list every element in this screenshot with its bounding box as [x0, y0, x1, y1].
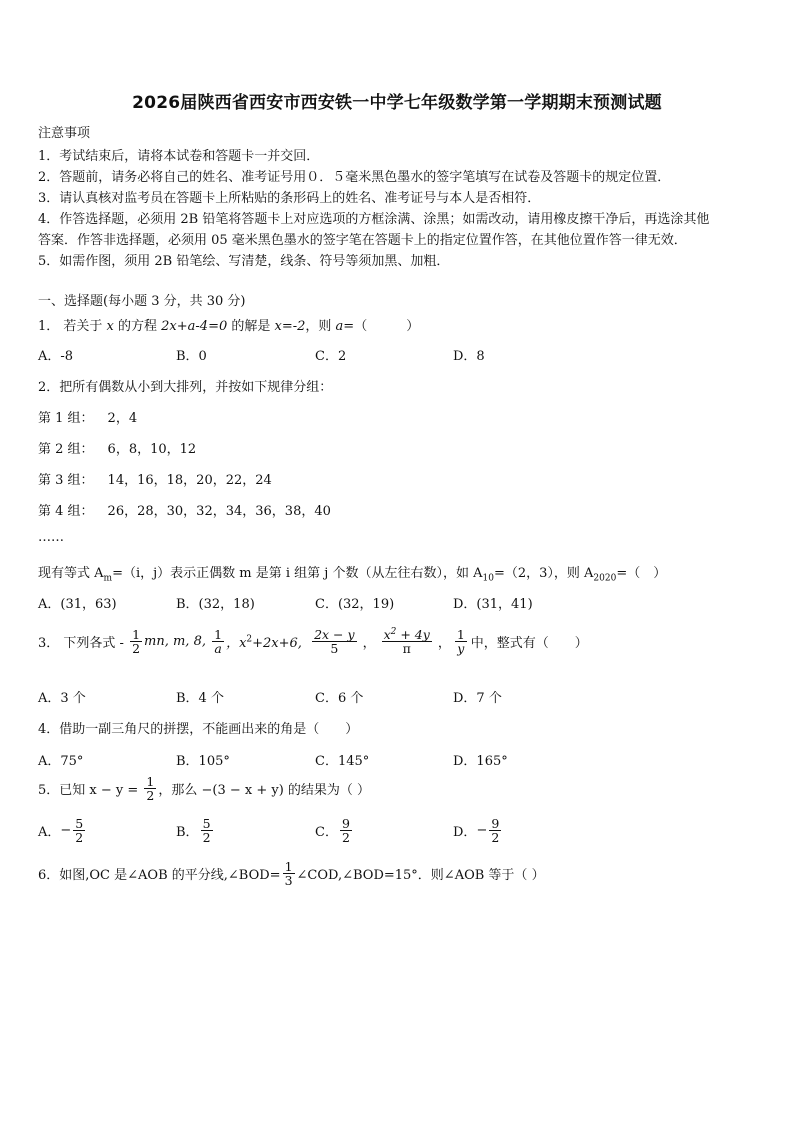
note-item: 1．考试结束后，请将本试卷和答题卡一并交回． — [38, 149, 320, 164]
option-a: A．-8 — [38, 349, 74, 364]
option-b: B．4 个 — [176, 691, 224, 706]
option-c: C．145° — [315, 754, 370, 769]
question-2-statement: 现有等式 $A_m=(i$，j）表示正偶数 m 是第 i 组第 j 个数（从左往右数），如 $A_{10}=(2$，3），则 $A_{2020}=$（ ） — [38, 566, 667, 584]
note-item: 4．作答选择题，必须用 2B 铅笔将答题卡上对应选项的方框涂满、涂黑；如需改动，请用橡皮擦干净后，再选涂其他 — [38, 212, 710, 227]
question-3-stem: 3． 下列各式 - $\frac{1}{2}$ mn, m, 8, $\frac{1}{a}$ ，$x^2+2x+6$, $\frac{2x - y}{5}$ ， $\frac{x^2 + 4y}{\pi}$ ， $\frac{1}{y}$ 中，整式有（ ） — [38, 626, 588, 657]
question-1-stem: 1． 若关于 x 的方程 2x+a-4=0 的解是 x=-2，则 a=（ ） — [38, 319, 420, 334]
fraction: $\frac{2x - y}{5}$ — [314, 627, 355, 657]
option-b: B． $\frac{5}{2}$ — [176, 816, 211, 846]
question-5-stem: 5．已知 x − y = $\frac{1}{2}$ ，那么 −(3 − x + y) 的结果为（ ） — [38, 774, 371, 804]
option-b: B．105° — [176, 754, 230, 769]
ellipsis: …… — [38, 530, 64, 545]
option-a: A．3 个 — [38, 691, 86, 706]
option-a: A．75° — [38, 754, 84, 769]
option-c: C．(32，19) — [315, 597, 395, 612]
group-row: 第 4 组： 26，28，30，32，34，36，38，40 — [38, 504, 331, 519]
option-a: A．(31，63) — [38, 597, 117, 612]
option-d: D．− $\frac{9}{2}$ — [453, 816, 500, 846]
option-d: D．165° — [453, 754, 508, 769]
option-c: C． $\frac{9}{2}$ — [315, 816, 350, 846]
fraction: $\frac{1}{2}$ — [146, 774, 155, 804]
fraction: $\frac{1}{3}$ — [284, 859, 293, 889]
fraction: $\frac{1}{y}$ — [456, 627, 465, 657]
fraction: $\frac{1}{2}$ — [132, 627, 141, 657]
option-c: C．2 — [315, 349, 347, 364]
note-item: 3．请认真核对监考员在答题卡上所粘贴的条形码上的姓名、准考证号与本人是否相符． — [38, 191, 541, 206]
option-b: B．0 — [176, 349, 207, 364]
note-item: 2．答题前，请务必将自己的姓名、准考证号用０．５毫米黑色墨水的签字笔填写在试卷及答题卡的规定位置． — [38, 170, 671, 185]
question-6-stem: 6．如图,OC 是∠AOB 的平分线,∠BOD= $\frac{1}{3}$ ∠COD,∠BOD=15°．则∠AOB 等于（ ） — [38, 859, 545, 889]
note-item: 答案．作答非选择题，必须用 05 毫米黑色墨水的签字笔在答题卡上的指定位置作答，在其他位置作答一律无效． — [38, 233, 687, 248]
fraction: $\frac{1}{a}$ — [214, 627, 223, 657]
note-item: 5．如需作图，须用 2B 铅笔绘、写清楚，线条、符号等须加黑、加粗． — [38, 254, 450, 269]
option-b: B．(32，18) — [176, 597, 255, 612]
option-d: D．(31，41) — [453, 597, 533, 612]
page-title: 2026届陕西省西安市西安铁一中学七年级数学第一学期期末预测试题 — [132, 93, 662, 113]
fraction: $\frac{9}{2}$ — [341, 816, 350, 846]
option-a: A．− $\frac{5}{2}$ — [38, 816, 84, 846]
fraction: $\frac{x^2 + 4y}{\pi}$ — [383, 626, 430, 657]
fraction: $\frac{5}{2}$ — [202, 816, 211, 846]
option-c: C．6 个 — [315, 691, 364, 706]
group-row: 第 3 组： 14，16，18，20，22，24 — [38, 473, 272, 488]
option-d: D．8 — [453, 349, 485, 364]
fraction: $\frac{9}{2}$ — [491, 816, 500, 846]
option-d: D．7 个 — [453, 691, 502, 706]
group-row: 第 2 组： 6，8，10，12 — [38, 442, 197, 457]
section-heading: 一、选择题(每小题 3 分，共 30 分) — [38, 294, 246, 309]
notes-heading: 注意事项 — [38, 126, 91, 141]
question-4-stem: 4．借助一副三角尺的拼摆，不能画出来的角是（ ） — [38, 722, 359, 737]
fraction: $\frac{5}{2}$ — [75, 816, 84, 846]
group-row: 第 1 组： 2，4 — [38, 411, 138, 426]
question-2-stem: 2．把所有偶数从小到大排列，并按如下规律分组： — [38, 380, 333, 395]
